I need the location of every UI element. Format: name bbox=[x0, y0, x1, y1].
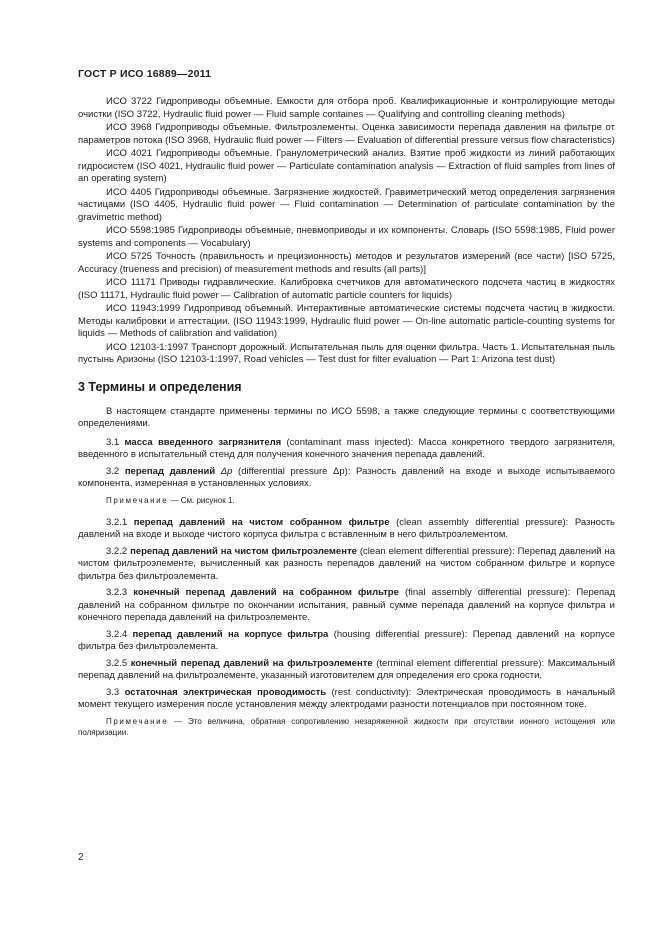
note-label: Примечание bbox=[106, 495, 169, 505]
page-number: 2 bbox=[78, 852, 84, 863]
term-definition: (terminal element differential pressure): Максимальный перепад давлений на фильтроэлементе, указанный изготовителем для определения его срока годности. bbox=[78, 657, 616, 681]
reference-entry: ИСО 5598:1985 Гидроприводы объемные, пневмоприводы и их компоненты. Словарь (ISO 5598:1985, Fluid power systems and components — Vocabulary) bbox=[78, 225, 615, 249]
term-number: 3.2.2 bbox=[106, 545, 128, 557]
note-2 bbox=[78, 716, 615, 738]
note-label: Примечание bbox=[106, 716, 169, 726]
term-3-2-2 bbox=[78, 546, 615, 584]
term-definition: (contaminant mass injected): Масса конкретного твердого загрязнителя, введенного в испытательный стенд для получения конечного значения перепада давлений. bbox=[78, 436, 616, 460]
term-name: перепад давлений bbox=[124, 465, 216, 477]
note-text: — См. рисунок 1. bbox=[168, 495, 235, 505]
term-number: 3.2.1 bbox=[106, 516, 128, 528]
section-intro: В настоящем стандарте применены термины по ИСО 5598, а также следующие термины с соответствующими определениями. bbox=[78, 405, 615, 429]
term-name: конечный перепад давлений на фильтроэлементе bbox=[130, 657, 373, 669]
term-name: конечный перепад давлений на собранном фильтре bbox=[133, 587, 399, 598]
note-text: — Это величина, обратная сопротивлению незаряженной жидкости при отсутствии ионного истощения или поляризации. bbox=[78, 716, 615, 737]
term-number: 3.2.4 bbox=[106, 628, 128, 640]
term-3-2-4 bbox=[78, 629, 615, 654]
term-name: остаточная электрическая проводимость bbox=[124, 686, 327, 698]
reference-entry: ИСО 12103-1:1997 Транспорт дорожный. Испытательная пыль для оценки фильтра. Часть 1. Испытательная пыль пустынь Аризоны (ISO 12103-1:1997, Road vehicles — Test dust for filter evaluation — Part 1: Arizona test dust) bbox=[78, 341, 615, 365]
reference-entry: ИСО 11171 Приводы гидравлические. Калибровка счетчиков для автоматического подсчета частиц в жидкостях (ISO 11171, Hydraulic fluid power — Calibration of automatic particle counters for liquids) bbox=[78, 277, 615, 301]
document-header: ГОСТ Р ИСО 16889—2011 bbox=[78, 68, 212, 80]
term-3-2-1 bbox=[78, 517, 615, 542]
term-name: перепад давлений на чистом фильтроэлементе bbox=[130, 545, 357, 557]
term-definition: (clean assembly differential pressure): Разность давлений на входе и выходе чистого корпуса фильтра с вставленным в него фильтроэлементом. bbox=[78, 516, 615, 540]
reference-entry: ИСО 5725 Точность (правильность и прецизионность) методов и результатов измерений (все части) [ISO 5725, Accuracy (trueness and precision) of measurement methods and results (all parts)] bbox=[78, 251, 615, 275]
term-3-3 bbox=[78, 687, 615, 712]
term-name: перепад давлений на чистом собранном фильтре bbox=[133, 516, 390, 528]
term-definition: (clean element differential pressure): Перепад давлений на чистом фильтроэлементе, вычисленный как разность перепадов давлений на чистом собранном фильтре и корпусе фильтра без фильтроэлемента. bbox=[78, 545, 616, 582]
document-body bbox=[78, 96, 615, 749]
reference-entry: ИСО 4021 Гидроприводы объемные. Гранулометрический анализ. Взятие проб жидкости из линий работающих гидросистем (ISO 4021, Hydraulic fluid power — Particulate contamination analysis — Extraction of fluid samples from lines of an operating system) bbox=[78, 148, 615, 184]
term-definition: (final assembly differential pressure): Перепад давлений на собранном фильтре по окончании испытания, равный сумме перепада давлений на корпусе фильтра и конечного перепада давлений на фильтроэлементе. bbox=[78, 587, 615, 623]
reference-entry: ИСО 4405 Гидроприводы объемные. Загрязнение жидкостей. Гравиметрический метод определения загрязнения частицами (ISO 4405, Hydraulic fluid power — Fluid contamination — Determination of particulate contamination by the gravimetric method) bbox=[78, 186, 615, 223]
term-3-2-3 bbox=[78, 587, 615, 625]
reference-entry: ИСО 3968 Гидроприводы объемные. Фильтроэлементы. Оценка зависимости перепада давления на фильтре от параметров потока (ISO 3968, Hydraulic fluid power — Filters — Evaluation of differential pressure versus flow characteristics) bbox=[78, 122, 615, 146]
term-name: масса введенного загрязнителя bbox=[124, 436, 282, 448]
term-number: 3.2 bbox=[106, 465, 120, 477]
term-definition: (differential pressure Δp): Разность давлений на входе и выходе испытываемого компонента, измеренная в установленных условиях. bbox=[78, 465, 615, 489]
term-definition: (housing differential pressure): Перепад давлений на корпусе фильтра без фильтроэлемента. bbox=[78, 628, 616, 652]
reference-entry: ИСО 11943:1999 Гидропривод объемный. Интерактивные автоматические системы подсчета частиц в жидкости. Методы калибровки и аттестации. (ISO 11943:1999, Hydraulic fluid power — On-line automatic particle-counting systems for liquids — Methods of calibration and validation) bbox=[78, 303, 615, 339]
section-heading: 3 Термины и определения bbox=[78, 379, 242, 394]
term-symbol: Δp bbox=[215, 465, 233, 477]
reference-entry: ИСО 3722 Гидроприводы объемные. Емкости для отбора проб. Квалификационные и контролирующие методы очистки (ISO 3722, Hydraulic fluid power — Fluid sample containes — Qualifying and controlling cleaning methods) bbox=[78, 96, 615, 120]
term-definition: (rest conductivity): Электрическая проводимость в начальный момент текущего измерения после установления между электродами разности потенциалов при постоянном токе. bbox=[78, 686, 616, 710]
term-3-2 bbox=[78, 466, 615, 491]
term-3-1 bbox=[78, 437, 615, 462]
term-number: 3.2.3 bbox=[106, 587, 128, 598]
term-number: 3.1 bbox=[106, 436, 120, 448]
term-name: перепад давлений на корпусе фильтра bbox=[132, 628, 329, 640]
term-number: 3.2.5 bbox=[106, 657, 128, 669]
term-number: 3.3 bbox=[106, 686, 120, 698]
term-3-2-5 bbox=[78, 658, 615, 683]
note-1 bbox=[78, 495, 615, 506]
